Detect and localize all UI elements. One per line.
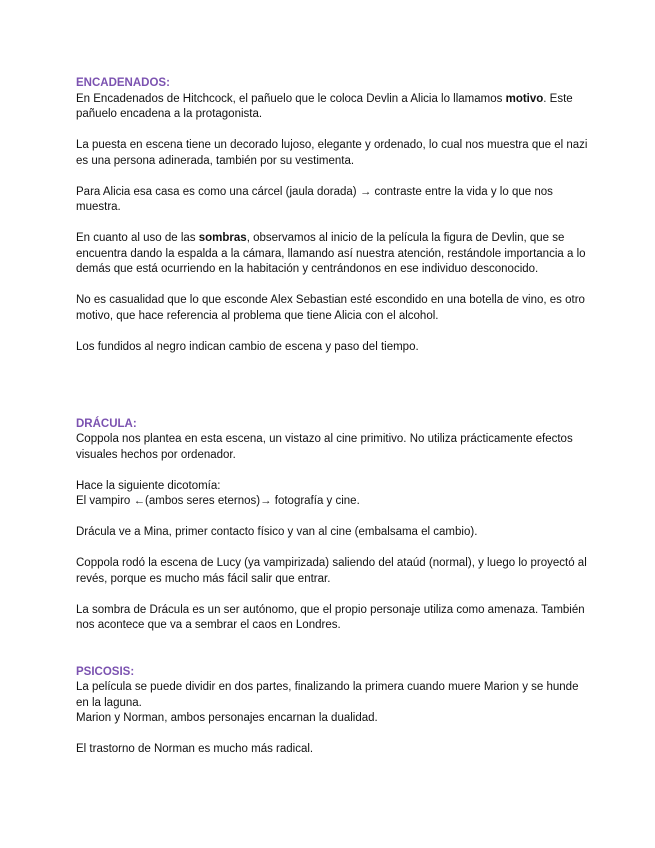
paragraph-text: Coppola nos plantea en esta escena, un vistazo al cine primitivo. No utiliza prácticamente efectos visuales hechos por ordenador. [76,433,573,461]
paragraph [76,231,591,278]
paragraph [76,556,591,587]
paragraph-text: En cuanto al uso de las [76,232,199,244]
section-title: PSICOSIS: [76,665,135,678]
paragraph-text: Drácula ve a Mina, primer contacto físico y van al cine (embalsama el cambio). [76,526,478,538]
paragraph-text: Hace la siguiente dicotomía: El vampiro ←(ambos seres eternos)→ fotografía y cine. [76,479,360,507]
paragraph-text: Coppola rodó la escena de Lucy (ya vampirizada) saliendo del ataúd (normal), y luego lo proyectó al revés, porque es mucho más fácil salir que entrar. [76,557,587,585]
paragraph-text: La sombra de Drácula es un ser autónomo, que el propio personaje utiliza como amenaza. También nos acontece que va a sembrar el caos en Londres. [76,603,585,631]
paragraph [76,432,591,463]
paragraph [76,525,591,541]
paragraph-text: En Encadenados de Hitchcock, el pañuelo que le coloca Devlin a Alicia lo llamamos [76,92,506,105]
section-spacer [76,371,591,417]
section-psicosis [76,665,591,758]
paragraph-text: El trastorno de Norman es mucho más radical. [76,743,314,755]
section-encadenados [76,76,591,355]
paragraph [76,680,591,727]
paragraph [76,92,591,123]
section-title: DRÁCULA: [76,417,137,430]
paragraph-text: . Este pañuelo encadena a la protagonista. [76,92,573,120]
section-title: ENCADENADOS: [76,77,170,89]
paragraph-text: , observamos al inicio de la película la figura de Devlin, que se encuentra dando la espalda a la cámara, llamando así nuestra atención, restándole importancia a lo demás que está ocurriendo en la habitación y centrándonos en ese individuo desconocido. [76,232,586,275]
paragraph [76,742,591,758]
paragraph-text: Los fundidos al negro indican cambio de escena y paso del tiempo. [76,340,419,353]
paragraph [76,293,591,324]
paragraph [76,479,591,510]
bold-term: sombras [198,232,247,244]
paragraph-text: La película se puede dividir en dos partes, finalizando la primera cuando muere Marion y se hunde en la laguna. Marion y Norman, ambos personajes encarnan la dualidad. [76,681,579,724]
paragraph [76,185,591,216]
paragraph [76,138,591,169]
paragraph-text: No es casualidad que lo que esconde Alex Sebastian esté escondido en una botella de vino, es otro motivo, que hace referencia al problema que tiene Alicia con el alcohol. [76,294,585,322]
paragraph-text: La puesta en escena tiene un decorado lujoso, elegante y ordenado, lo cual nos muestra que el nazi es una persona adinerada, también por su vestimenta. [76,139,588,167]
section-dracula [76,417,591,634]
paragraph-text: Para Alicia esa casa es como una cárcel (jaula dorada) → contraste entre la vida y lo que nos muestra. [76,185,553,213]
document-body [76,76,591,773]
paragraph [76,340,591,356]
section-spacer [76,649,591,665]
bold-term: motivo [505,92,544,105]
paragraph [76,603,591,634]
